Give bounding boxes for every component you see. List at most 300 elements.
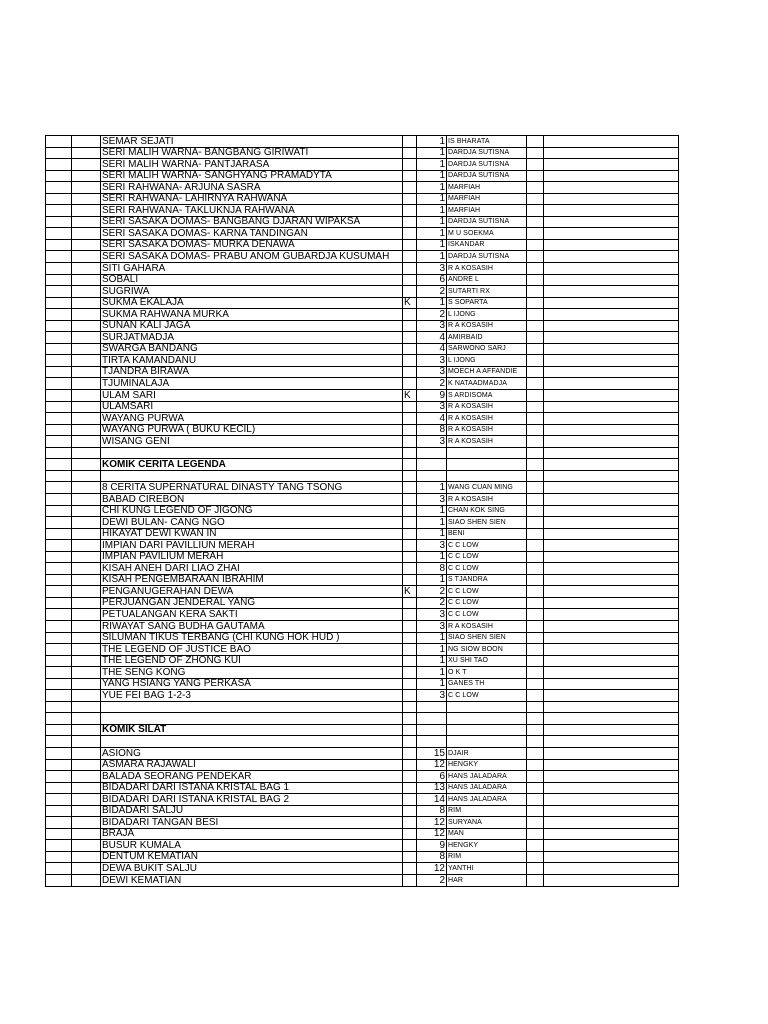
cell-author: SIAO SHEN SIEN — [447, 632, 527, 644]
cell-flag — [403, 713, 417, 725]
cell-blank-b — [72, 609, 101, 621]
cell-blank-a — [46, 366, 72, 378]
cell-blank-a — [46, 343, 72, 355]
cell-author: R A KOSASIH — [447, 401, 527, 413]
cell-blank-b — [72, 436, 101, 448]
cell-flag — [403, 667, 417, 679]
cell-quantity: 1 — [417, 170, 447, 182]
table-row — [46, 366, 679, 378]
table-row — [46, 747, 679, 759]
cell-author: IS BHARATA — [447, 136, 527, 148]
cell-title: KOMIK CERITA LEGENDA — [101, 459, 403, 471]
cell-quantity: 1 — [417, 193, 447, 205]
cell-blank-b — [72, 794, 101, 806]
cell-blank-b — [72, 690, 101, 702]
cell-blank-d — [544, 620, 679, 632]
cell-flag — [403, 528, 417, 540]
cell-quantity — [417, 724, 447, 736]
cell-author: XU SHI TAO — [447, 655, 527, 667]
cell-quantity: 1 — [417, 182, 447, 194]
cell-blank-a — [46, 771, 72, 783]
cell-title: SITI GAHARA — [101, 263, 403, 275]
cell-flag — [403, 517, 417, 529]
cell-blank-b — [72, 713, 101, 725]
cell-quantity: 4 — [417, 343, 447, 355]
cell-flag — [403, 320, 417, 332]
cell-blank-b — [72, 378, 101, 390]
cell-author: MOECH A AFFANDIE — [447, 366, 527, 378]
cell-blank-a — [46, 805, 72, 817]
cell-blank-c — [527, 320, 544, 332]
cell-flag — [403, 505, 417, 517]
cell-flag — [403, 701, 417, 713]
cell-blank-b — [72, 482, 101, 494]
cell-blank-c — [527, 678, 544, 690]
cell-blank-a — [46, 747, 72, 759]
cell-blank-c — [527, 586, 544, 598]
cell-blank-b — [72, 413, 101, 425]
cell-blank-b — [72, 320, 101, 332]
cell-blank-a — [46, 147, 72, 159]
cell-title: CHI KUNG LEGEND OF JIGONG — [101, 505, 403, 517]
cell-quantity: 1 — [417, 632, 447, 644]
cell-quantity: 9 — [417, 840, 447, 852]
cell-title: BUSUR KUMALA — [101, 840, 403, 852]
cell-flag — [403, 759, 417, 771]
cell-title: KISAH PENGEMBARAAN IBRAHIM — [101, 574, 403, 586]
cell-blank-b — [72, 863, 101, 875]
cell-title: WISANG GENI — [101, 436, 403, 448]
section-header-row — [46, 459, 679, 471]
cell-blank-c — [527, 817, 544, 829]
cell-author — [447, 736, 527, 748]
cell-quantity: 8 — [417, 851, 447, 863]
table-row — [46, 170, 679, 182]
cell-blank-a — [46, 470, 72, 482]
cell-blank-b — [72, 875, 101, 887]
cell-blank-b — [72, 782, 101, 794]
cell-blank-d — [544, 470, 679, 482]
cell-author: R A KOSASIH — [447, 320, 527, 332]
cell-blank-d — [544, 378, 679, 390]
cell-flag — [403, 401, 417, 413]
cell-blank-a — [46, 609, 72, 621]
cell-author: C C LOW — [447, 586, 527, 598]
cell-flag — [403, 794, 417, 806]
cell-blank-a — [46, 655, 72, 667]
cell-author: HENGKY — [447, 759, 527, 771]
cell-flag — [403, 286, 417, 298]
cell-blank-a — [46, 794, 72, 806]
cell-flag — [403, 309, 417, 321]
table-row — [46, 159, 679, 171]
cell-blank-a — [46, 320, 72, 332]
cell-blank-d — [544, 193, 679, 205]
cell-blank-b — [72, 817, 101, 829]
cell-blank-a — [46, 193, 72, 205]
cell-author: R A KOSASIH — [447, 263, 527, 275]
cell-blank-d — [544, 366, 679, 378]
cell-flag — [403, 424, 417, 436]
cell-title: SERI SASAKA DOMAS- PRABU ANOM GUBARDJA KUSUMAH — [101, 251, 403, 263]
cell-title: SERI MALIH WARNA- SANGHYANG PRAMADYTA — [101, 170, 403, 182]
table-row — [46, 470, 679, 482]
cell-blank-a — [46, 817, 72, 829]
cell-quantity: 14 — [417, 794, 447, 806]
cell-blank-b — [72, 632, 101, 644]
table-row — [46, 274, 679, 286]
table-row — [46, 355, 679, 367]
cell-flag — [403, 620, 417, 632]
cell-blank-c — [527, 447, 544, 459]
table-row — [46, 632, 679, 644]
table-row — [46, 713, 679, 725]
cell-flag — [403, 724, 417, 736]
cell-quantity: 4 — [417, 413, 447, 425]
cell-blank-b — [72, 159, 101, 171]
cell-blank-b — [72, 459, 101, 471]
table-row — [46, 147, 679, 159]
table-row — [46, 378, 679, 390]
cell-quantity: 1 — [417, 528, 447, 540]
cell-flag — [403, 159, 417, 171]
cell-title: SOBALI — [101, 274, 403, 286]
cell-blank-a — [46, 690, 72, 702]
cell-title: SUKMA EKALAJA — [101, 297, 403, 309]
cell-quantity: 6 — [417, 771, 447, 783]
cell-title: TIRTA KAMANDANU — [101, 355, 403, 367]
cell-author — [447, 713, 527, 725]
cell-blank-b — [72, 182, 101, 194]
cell-blank-d — [544, 817, 679, 829]
cell-flag — [403, 574, 417, 586]
cell-title: WAYANG PURWA ( BUKU KECIL) — [101, 424, 403, 436]
cell-author: HAR — [447, 875, 527, 887]
cell-blank-d — [544, 309, 679, 321]
cell-blank-a — [46, 297, 72, 309]
cell-blank-d — [544, 747, 679, 759]
cell-quantity: 1 — [417, 205, 447, 217]
cell-author: DARDJA SUTISNA — [447, 147, 527, 159]
cell-blank-d — [544, 690, 679, 702]
cell-blank-b — [72, 390, 101, 402]
cell-blank-d — [544, 401, 679, 413]
cell-blank-c — [527, 343, 544, 355]
cell-author: SIAO SHEN SIEN — [447, 517, 527, 529]
cell-blank-c — [527, 436, 544, 448]
cell-blank-a — [46, 274, 72, 286]
cell-author: O K T — [447, 667, 527, 679]
table-row — [46, 736, 679, 748]
cell-blank-d — [544, 759, 679, 771]
cell-quantity: 8 — [417, 563, 447, 575]
cell-flag — [403, 817, 417, 829]
table-row — [46, 840, 679, 852]
cell-blank-b — [72, 644, 101, 656]
table-row — [46, 875, 679, 887]
cell-author: R A KOSASIH — [447, 620, 527, 632]
cell-flag — [403, 332, 417, 344]
cell-title — [101, 701, 403, 713]
cell-blank-a — [46, 459, 72, 471]
cell-blank-a — [46, 644, 72, 656]
cell-blank-b — [72, 263, 101, 275]
cell-blank-b — [72, 563, 101, 575]
cell-quantity: 1 — [417, 644, 447, 656]
cell-blank-b — [72, 759, 101, 771]
cell-title: SERI RAHWANA- ARJUNA SASRA — [101, 182, 403, 194]
cell-blank-d — [544, 493, 679, 505]
cell-blank-c — [527, 147, 544, 159]
cell-quantity: 2 — [417, 378, 447, 390]
table-row — [46, 436, 679, 448]
cell-blank-c — [527, 805, 544, 817]
cell-flag — [403, 736, 417, 748]
cell-blank-d — [544, 505, 679, 517]
cell-flag — [403, 482, 417, 494]
cell-title: IMPIAN DARI PAVILLIUN MERAH — [101, 540, 403, 552]
cell-blank-d — [544, 840, 679, 852]
cell-flag — [403, 470, 417, 482]
cell-blank-a — [46, 551, 72, 563]
cell-blank-c — [527, 274, 544, 286]
table-row — [46, 759, 679, 771]
cell-quantity: 1 — [417, 216, 447, 228]
cell-blank-c — [527, 794, 544, 806]
cell-flag — [403, 875, 417, 887]
cell-title — [101, 447, 403, 459]
cell-blank-c — [527, 736, 544, 748]
cell-blank-c — [527, 620, 544, 632]
cell-blank-b — [72, 517, 101, 529]
cell-blank-b — [72, 170, 101, 182]
cell-blank-c — [527, 159, 544, 171]
cell-quantity: 2 — [417, 586, 447, 598]
cell-blank-a — [46, 840, 72, 852]
cell-quantity — [417, 470, 447, 482]
cell-blank-c — [527, 563, 544, 575]
cell-blank-b — [72, 736, 101, 748]
cell-blank-c — [527, 482, 544, 494]
cell-quantity: 1 — [417, 251, 447, 263]
cell-blank-d — [544, 355, 679, 367]
cell-title — [101, 736, 403, 748]
cell-author: DJAIR — [447, 747, 527, 759]
cell-quantity — [417, 736, 447, 748]
cell-blank-b — [72, 401, 101, 413]
cell-blank-a — [46, 678, 72, 690]
cell-blank-b — [72, 205, 101, 217]
cell-quantity: 1 — [417, 517, 447, 529]
cell-quantity: 8 — [417, 424, 447, 436]
cell-title: DEWA BUKIT SALJU — [101, 863, 403, 875]
cell-blank-d — [544, 447, 679, 459]
cell-blank-a — [46, 251, 72, 263]
cell-quantity: 6 — [417, 274, 447, 286]
cell-blank-c — [527, 828, 544, 840]
cell-blank-a — [46, 401, 72, 413]
table-row — [46, 239, 679, 251]
cell-blank-c — [527, 782, 544, 794]
cell-blank-b — [72, 355, 101, 367]
cell-author: R A KOSASIH — [447, 436, 527, 448]
table-row — [46, 563, 679, 575]
cell-title: BRAJA — [101, 828, 403, 840]
cell-blank-a — [46, 170, 72, 182]
cell-blank-d — [544, 551, 679, 563]
cell-blank-c — [527, 840, 544, 852]
cell-flag — [403, 840, 417, 852]
cell-blank-a — [46, 701, 72, 713]
cell-title: ULAMSARI — [101, 401, 403, 413]
cell-blank-a — [46, 620, 72, 632]
cell-quantity: 1 — [417, 551, 447, 563]
table-row — [46, 286, 679, 298]
cell-blank-b — [72, 147, 101, 159]
cell-blank-b — [72, 309, 101, 321]
table-row — [46, 782, 679, 794]
cell-quantity: 3 — [417, 355, 447, 367]
cell-author: SURYANA — [447, 817, 527, 829]
cell-blank-b — [72, 251, 101, 263]
cell-title: ASMARA RAJAWALI — [101, 759, 403, 771]
cell-blank-b — [72, 228, 101, 240]
cell-title: SERI RAHWANA- LAHIRNYA RAHWANA — [101, 193, 403, 205]
cell-blank-a — [46, 182, 72, 194]
cell-blank-c — [527, 182, 544, 194]
cell-blank-d — [544, 136, 679, 148]
cell-quantity: 2 — [417, 597, 447, 609]
cell-blank-c — [527, 644, 544, 656]
cell-author: DARDJA SUTISNA — [447, 159, 527, 171]
cell-blank-d — [544, 205, 679, 217]
table-row — [46, 413, 679, 425]
cell-title: BIDADARI SALJU — [101, 805, 403, 817]
table-row — [46, 794, 679, 806]
cell-blank-d — [544, 390, 679, 402]
cell-blank-c — [527, 355, 544, 367]
cell-flag — [403, 263, 417, 275]
cell-blank-b — [72, 828, 101, 840]
cell-blank-a — [46, 724, 72, 736]
cell-blank-d — [544, 540, 679, 552]
cell-blank-a — [46, 851, 72, 863]
cell-blank-c — [527, 701, 544, 713]
table-row — [46, 586, 679, 598]
cell-blank-a — [46, 713, 72, 725]
cell-author: M U SOEKMA — [447, 228, 527, 240]
table-row — [46, 678, 679, 690]
cell-author: C C LOW — [447, 690, 527, 702]
cell-title: THE LEGEND OF JUSTICE BAO — [101, 644, 403, 656]
cell-title: SUKMA RAHWANA MURKA — [101, 309, 403, 321]
table-row — [46, 251, 679, 263]
cell-author: MARFIAH — [447, 193, 527, 205]
cell-flag — [403, 366, 417, 378]
cell-quantity: 3 — [417, 320, 447, 332]
cell-author: C C LOW — [447, 540, 527, 552]
cell-blank-b — [72, 193, 101, 205]
cell-author: YANTHI — [447, 863, 527, 875]
cell-title: PENGANUGERAHAN DEWA — [101, 586, 403, 598]
cell-blank-d — [544, 147, 679, 159]
cell-flag — [403, 782, 417, 794]
cell-blank-d — [544, 574, 679, 586]
cell-flag — [403, 205, 417, 217]
cell-blank-c — [527, 401, 544, 413]
cell-blank-d — [544, 320, 679, 332]
cell-blank-a — [46, 355, 72, 367]
table-row — [46, 528, 679, 540]
cell-author: S ARDISOMA — [447, 390, 527, 402]
cell-title: PETUALANGAN KERA SAKTI — [101, 609, 403, 621]
table-row — [46, 863, 679, 875]
table-row — [46, 297, 679, 309]
cell-blank-c — [527, 136, 544, 148]
cell-blank-b — [72, 805, 101, 817]
cell-blank-c — [527, 851, 544, 863]
cell-title: SERI MALIH WARNA- PANTJARASA — [101, 159, 403, 171]
cell-blank-c — [527, 713, 544, 725]
cell-author — [447, 724, 527, 736]
cell-blank-b — [72, 724, 101, 736]
cell-blank-c — [527, 551, 544, 563]
cell-quantity: 3 — [417, 436, 447, 448]
table-row — [46, 136, 679, 148]
cell-quantity: 3 — [417, 690, 447, 702]
cell-blank-a — [46, 782, 72, 794]
cell-title: SERI SASAKA DOMAS- MURKA DENAWA — [101, 239, 403, 251]
cell-blank-c — [527, 424, 544, 436]
cell-blank-a — [46, 597, 72, 609]
cell-blank-c — [527, 459, 544, 471]
cell-quantity: 1 — [417, 574, 447, 586]
cell-blank-d — [544, 274, 679, 286]
table-row — [46, 690, 679, 702]
cell-title: BIDADARI TANGAN BESI — [101, 817, 403, 829]
cell-quantity: 2 — [417, 309, 447, 321]
cell-blank-d — [544, 644, 679, 656]
cell-quantity: 1 — [417, 297, 447, 309]
cell-blank-a — [46, 540, 72, 552]
cell-flag — [403, 540, 417, 552]
cell-title: ASIONG — [101, 747, 403, 759]
table-row — [46, 620, 679, 632]
cell-blank-b — [72, 574, 101, 586]
cell-flag — [403, 851, 417, 863]
cell-flag — [403, 771, 417, 783]
table-row — [46, 401, 679, 413]
cell-author — [447, 470, 527, 482]
table-row — [46, 320, 679, 332]
cell-title: BIDADARI DARI ISTANA KRISTAL BAG 1 — [101, 782, 403, 794]
cell-author: C C LOW — [447, 609, 527, 621]
cell-title: HIKAYAT DEWI KWAN IN — [101, 528, 403, 540]
cell-title: DENTUM KEMATIAN — [101, 851, 403, 863]
cell-blank-a — [46, 574, 72, 586]
cell-blank-a — [46, 136, 72, 148]
cell-blank-c — [527, 239, 544, 251]
cell-blank-a — [46, 632, 72, 644]
cell-blank-d — [544, 782, 679, 794]
cell-quantity: 1 — [417, 159, 447, 171]
cell-blank-b — [72, 274, 101, 286]
cell-blank-d — [544, 586, 679, 598]
cell-blank-a — [46, 447, 72, 459]
cell-flag — [403, 228, 417, 240]
cell-blank-a — [46, 390, 72, 402]
cell-quantity: 15 — [417, 747, 447, 759]
